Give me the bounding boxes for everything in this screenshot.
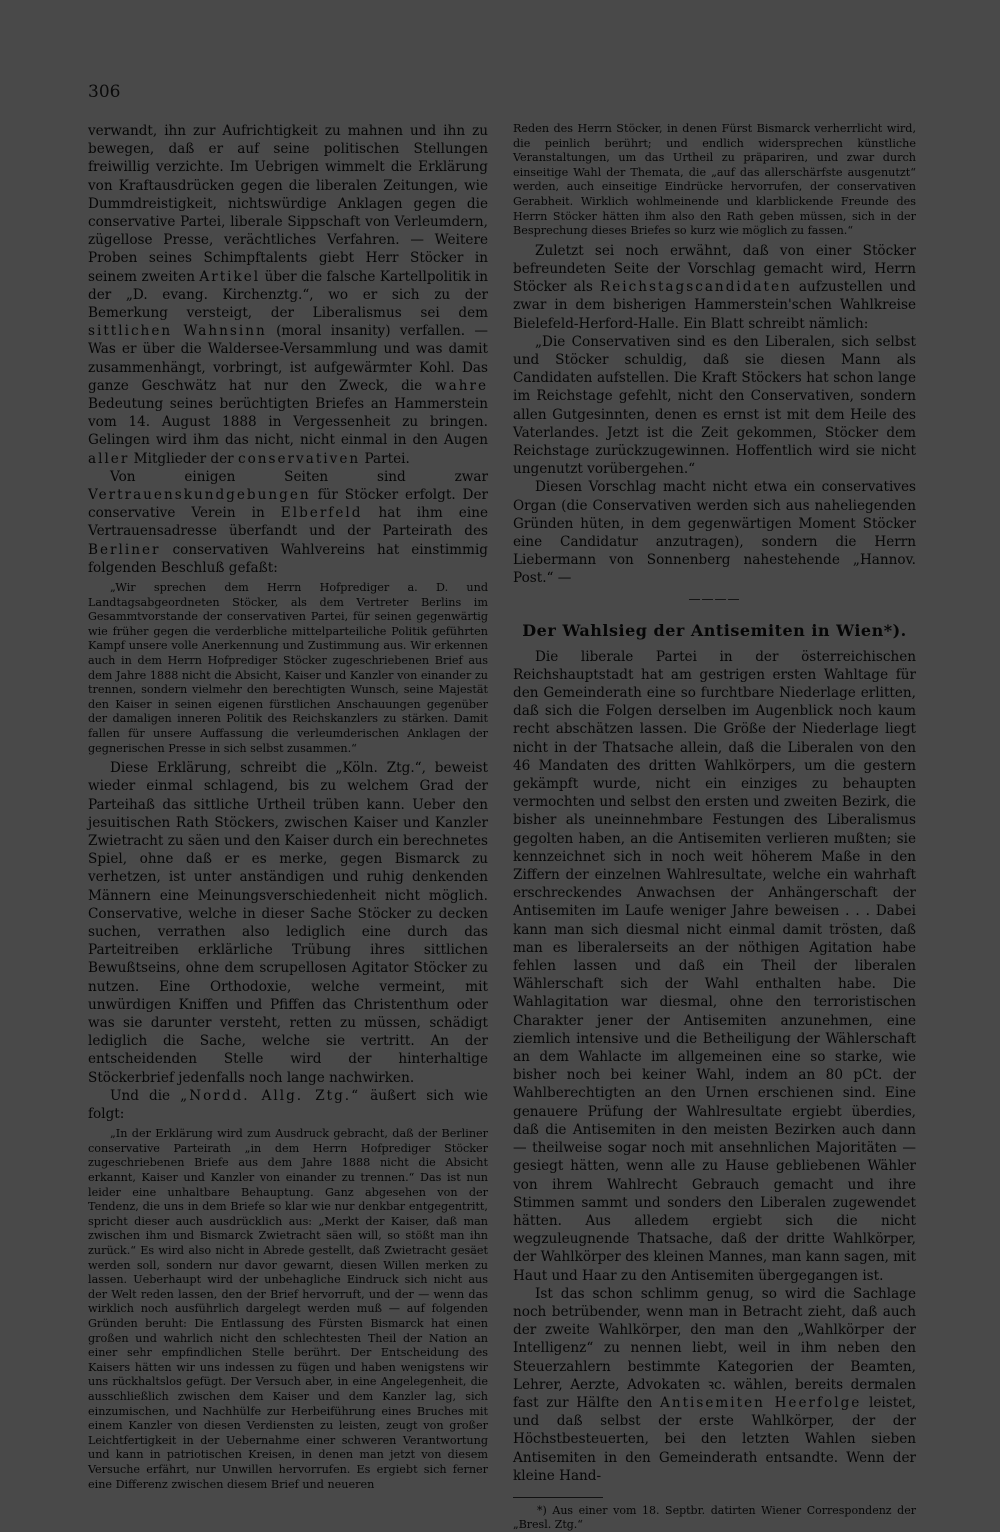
quote-blatt: „Die Conservativen sind es den Liberalen, sich selbst und Stöcker schuldig, daß sie diesen Mann als Candidaten aufstellen. Die Kraft Stöckers hat schon lange im Reichstage gefehlt, nicht den Conservativen, sondern allen Gutgesinnten, denen es ernst ist mit dem Heile des Vaterlandes. Jetzt ist die Zeit gekommen, Stöcker dem Reichstage zurückzugewinnen. Hoffentlich wird sie nicht ungenutzt vorübergehen.“ <box>513 333 916 478</box>
spaced-emphasis: „Nordd. Allg. Ztg.“ <box>180 1087 361 1104</box>
paragraph-nordd-allg-ztg: Und die „Nordd. Allg. Ztg.“ äußert sich wie folgt: <box>88 1087 488 1123</box>
spaced-emphasis: Berliner <box>88 541 161 558</box>
spaced-emphasis: Antisemiten Heerfolge <box>660 1394 862 1411</box>
paragraph-hannov-post: Diesen Vorschlag macht nicht etwa ein conservatives Organ (die Conservativen werden sich aus naheliegenden Gründen hüten, in dem gegenwärtigen Moment Stöcker eine Candidatur anzutragen), sondern die Herrn Liebermann von Sonnenberg nahestehende „Hannov. Post.“ — <box>513 479 916 587</box>
paragraph-liberale-niederlage: Die liberale Partei in der österreichischen Reichshauptstadt hat am gestrigen ersten Wahltage für den Gemeinderath eine so furchtbare Niederlage erlitten, daß sich die Folgen derselben im Augenblick noch kaum recht abschätzen lassen. Die Größe der Niederlage liegt nicht in der Thatsache allein, daß die Liberalen von den 46 Mandaten des dritten Wahlkörpers, um die gestern gekämpft wurde, nicht ein einziges zu behaupten vermochten und selbst den ersten und zweiten Bezirk, die bisher als uneinnehmbare Festungen des Liberalismus gegolten haben, an die Antisemiten verlieren mußten; sie kennzeichnet sich in noch weit höherem Maße in den Ziffern der einzelnen Wahlresultate, welche ein wahrhaft erschreckendes Anwachsen der Anhängerschaft der Antisemiten im Laufe weniger Jahre beweisen . . . Dabei kann man sich diesmal nicht einmal damit trösten, daß man es liberalerseits an der nöthigen Agitation habe fehlen lassen und daß ein Theil der liberalen Wählerschaft sich der Wahl enthalten habe. Die Wahlagitation war diesmal, ohne den terroristischen Charakter jener der Antisemiten anzunehmen, eine ziemlich intensive und die Betheiligung der Wählerschaft an dem Wahlacte im allgemeinen eine so starke, wie bisher noch bei keiner Wahl, indem an 80 pCt. der Wahlberechtigten an den Urnen erschienen sind. Eine genauere Prüfung der Wahlresultate ergiebt überdies, daß die Antisemiten in den meisten Bezirken auch dann — theilweise sogar noch mit ansehnlichen Majoritäten — gesiegt hätten, wenn alle zu Hause gebliebenen Wähler von ihrem Wahlrecht Gebrauch gemacht und ihre Stimmen sammt und sonders den Liberalen zugewendet hätten. Aus alledem ergiebt sich die nicht wegzuleugnende Thatsache, daß der dritte Wahlkörper, der Wahlkörper des kleinen Mannes, man kann sagen, mit Haut und Haar zu den Antisemiten übergegangen ist. <box>513 648 916 1284</box>
spaced-emphasis: Elberfeld <box>280 505 363 522</box>
article-heading: Der Wahlsieg der Antisemiten in Wien*). <box>522 620 907 640</box>
left-column <box>88 122 488 1492</box>
section-divider: ———— <box>688 591 741 606</box>
footnote-rule <box>513 1497 603 1498</box>
spaced-emphasis: sittlichen Wahnsinn <box>88 323 267 340</box>
quote-nordd-allg-ztg: „In der Erklärung wird zum Ausdruck gebracht, daß der Berliner conservative Parteirath „in dem Herrn Hofprediger Stöcker zugeschriebenen Briefe aus dem Jahre 1888 nicht die Absicht erkannt, Kaiser und Kanzler von einander zu trennen.“ Das ist nun leider eine unhaltbare Behauptung. Ganz abgesehen von der Tendenz, die uns in dem Briefe so klar wie nur denkbar entgegentritt, spricht dieser auch ausdrücklich aus: „Merkt der Kaiser, daß man zwischen ihm und Bismarck Zwietracht säen will, so stößt man ihn zurück.“ Es wird also nicht in Abrede gestellt, daß Zwietracht gesäet werden soll, sondern nur davor gewarnt, diesen Willen merken zu lassen. Ueberhaupt wird der unbehagliche Eindruck sich nicht aus der Welt reden lassen, den der Brief hervorruft, und der — wenn das wirklich noch ausführlich dargelegt werden muß — auf folgenden Gründen beruht: Die Entlassung des Fürsten Bismarck hat einen großen und wahrlich nicht den schlechtesten Theil der Nation an einer sehr empfindlichen Stelle berührt. Der Entscheidung des Kaisers hätten wir uns indessen zu fügen und haben wenigstens wir uns rückhaltslos gefügt. Der Versuch aber, in eine Angelegenheit, die ausschließlich zwischen dem Kaiser und dem Kanzler lag, sich einzumischen, und Nachhülfe zur Herbeiführung eines Bruches mit einem Kanzler von diesen Verdiensten zu leisten, zeugt von großer Leichtfertigkeit in der Uebernahme einer schweren Verantwortung und kann in patriotischen Kreisen, in denen man jetzt von diesem Versuche erfährt, nur Unwillen hervorrufen. Es ergiebt sich ferner eine Differenz zwischen diesem Brief und neueren <box>88 1127 488 1491</box>
quote-nordd-allg-ztg-continued: Reden des Herrn Stöcker, in denen Fürst Bismarck verherrlicht wird, die peinlich berührt; und endlich widersprechen künstliche Veranstaltungen, um das Urtheil zu präpariren, und zwar durch einseitige Wahl der Themata, die „auf das allerschärfste ausgenutzt“ werden, auch einseitige Eindrücke hervorrufen, der conservativen Gerabheit. Wirklich wohlmeinende und klarblickende Freunde des Herrn Stöcker hätten ihm also den Rath geben müssen, sich in der Besprechung dieses Briefes so kurz wie möglich zu fassen.“ <box>513 122 916 238</box>
paragraph-vertrauenskundgebungen: Von einigen Seiten sind zwar Vertrauenskundgebungen für Stöcker erfolgt. Der conservative Verein in Elberfeld hat ihm eine Vertrauensadresse überfandt und der Parteirath des Berliner conservativen Wahlvereins hat einstimmig folgenden Beschluß gefaßt: <box>88 468 489 576</box>
spaced-emphasis: Reichstagscandidaten <box>600 279 792 296</box>
paragraph-koeln-ztg: Diese Erklärung, schreibt die „Köln. Ztg.“, beweist wieder einmal schlagend, bis zu welchem Grad der Parteihaß das sittliche Urtheil trüben kann. Ueber den jesuitischen Rath Stöckers, zwischen Kaiser und Kanzler Zwietracht zu säen und den Kaiser durch ein berechnetes Spiel, ohne daß er es merke, gegen Bismarck zu verhetzen, ist unter anständigen und ruhig denkenden Männern eine Meinungsverschiedenheit nicht möglich. Conservative, welche in dieser Sache Stöcker zu decken suchen, verrathen also lediglich eine durch das Parteitreiben erklärliche Trübung ihres sittlichen Bewußtseins, ohne dem scrupellosen Agitator Stöcker zu nutzen. Eine Orthodoxie, welche vermeint, mit unwürdigen Kniffen und Pfiffen das Christenthum oder was sie darunter versteht, retten zu müssen, schädigt lediglich die Sache, welche sie vertritt. An der entscheidenden Stelle wird der hinterhaltige Stöckerbrief jedenfalls noch lange nachwirken. <box>88 760 488 1086</box>
page-number: 306 <box>88 82 121 102</box>
spaced-emphasis: Artikel <box>199 268 261 285</box>
quote-parteirath-resolution: „Wir sprechen dem Herrn Hofprediger a. D. und Landtagsabgeordneten Stöcker, als dem Vertreter Berlins im Gesammtvorstande der conservativen Partei, für seinen gegenwärtig wie früher gegen die verderbliche mittelparteiliche Politik geführten Kampf unsere volle Anerkennung und Zustimmung aus. Wir erkennen auch in dem Herrn Hofprediger Stöcker zugeschriebenen Brief aus dem Jahre 1888 nicht die Absicht, Kaiser und Kanzler von einander zu trennen, sondern vielmehr den berechtigten Wunsch, seine Majestät den Kaiser in seinen eigenen fürstlichen Anschauungen gegenüber der damaligen inneren Politik des Reichskanzlers zu stärken. Damit fallen für unsere Auffassung die verleumderischen Anklagen der gegnerischen Presse in sich selbst zusammen.“ <box>88 581 488 755</box>
paragraph-stoecker-declaration: verwandt, ihn zur Aufrichtigkeit zu mahnen und ihn zu bewegen, daß er auf seine politischen Stellungen freiwillig verzichte. Im Uebrigen wimmelt die Erklärung von Kraftausdrücken gegen die liberalen Zeitungen, wie Dummdreistigkeit, nichtswürdige Anklagen gegen die conservative Partei, liberale Sippschaft von Verleumdern, zügellose Presse, verächtliches Verfahren. — Weitere Proben seines Schimpftalents giebt Herr Stöcker in seinem zweiten Artikel über die falsche Kartellpolitik in der „D. evang. Kirchenztg.“, wo er sich zu der Bemerkung versteigt, der Liberalismus sei dem sittlichen Wahnsinn (moral insanity) verfallen. — Was er über die Waldersee-Versammlung und was damit zusammenhängt, vorbringt, ist aufgewärmter Kohl. Das ganze Geschwätz hat nur den Zweck, die wahre Bedeutung seines berüchtigten Briefes an Hammerstein vom 14. August 1888 in Vergessenheit zu bringen. Gelingen wird ihm das nicht, nicht einmal in den Augen aller Mitglieder der conservativen Partei. <box>88 123 489 467</box>
spaced-emphasis: Vertrauenskundgebungen <box>88 487 311 504</box>
paragraph-reichstagscandidat: Zuletzt sei noch erwähnt, daß von einer Stöcker befreundeten Seite der Vorschlag gemacht wird, Herrn Stöcker als Reichstagscandidaten aufzustellen und zwar in dem bisherigen Hammerstein'schen Wahlkreise Bielefeld-Herford-Halle. Ein Blatt schreibt nämlich: <box>513 242 917 332</box>
spaced-emphasis: aller <box>88 450 130 467</box>
right-column <box>513 122 916 1532</box>
spaced-emphasis: conservativen <box>237 450 361 467</box>
footnote: *) Aus einer vom 18. Septbr. datirten Wiener Correspondenz der „Bresl. Ztg.“ <box>513 1503 916 1531</box>
paragraph-zweiter-wahlkoerper: Ist das schon schlimm genug, so wird die Sachlage noch betrübender, wenn man in Betracht zieht, daß auch der zweite Wahlkörper, den man den „Wahlkörper der Intelligenz“ zu nennen liebt, weil in ihm neben den Steuerzahlern bestimmte Kategorien der Beamten, Lehrer, Aerzte, Advokaten ꝛc. wählen, bereits dermalen fast zur Hälfte den Antisemiten Heerfolge leistet, und daß selbst der erste Wahlkörper, der der Höchstbesteuerten, bei den letzten Wahlen sieben Antisemiten in den Gemeinderath entsandte. Wenn der kleine Hand- <box>513 1285 917 1484</box>
spaced-emphasis: wahre <box>434 377 488 394</box>
